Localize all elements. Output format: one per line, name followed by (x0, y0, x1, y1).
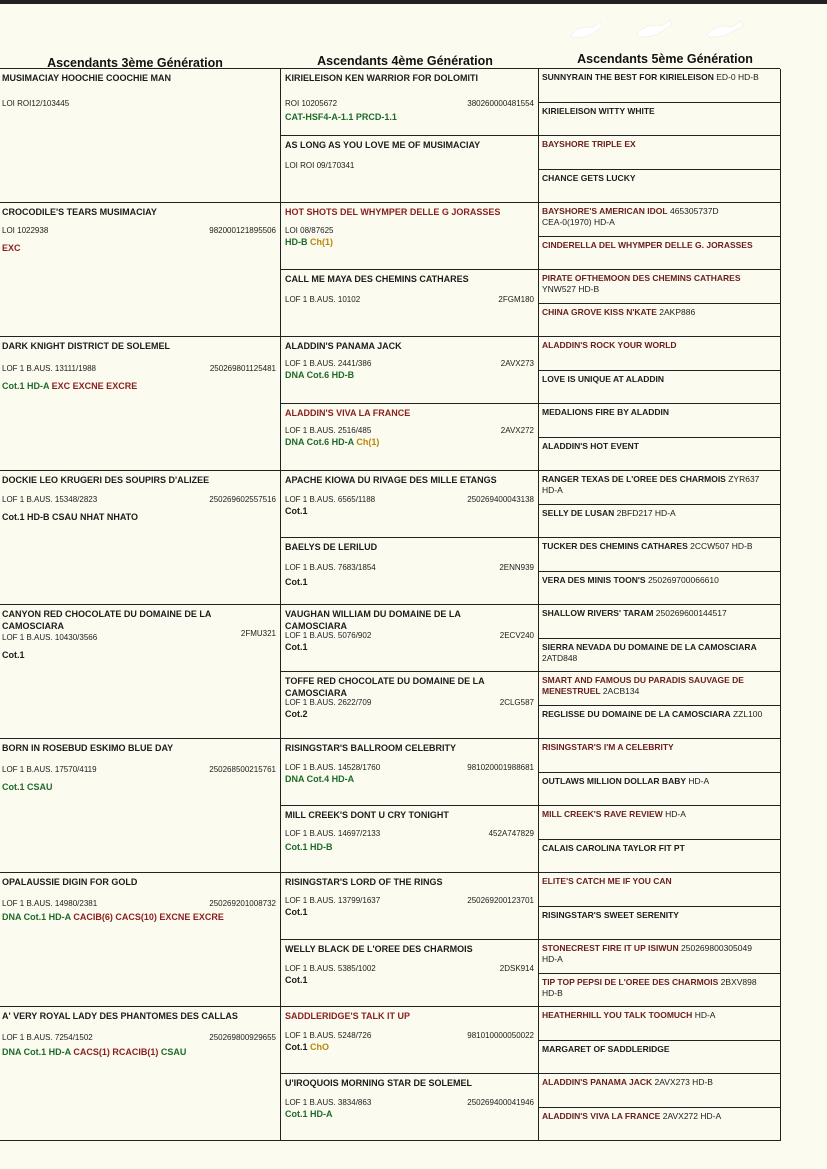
gen4-entry (281, 69, 538, 136)
registration-number: LOF 1 B.AUS. 10430/3566 (2, 633, 98, 642)
awards: Cot.1 HD-B (285, 842, 333, 852)
dog-details: 2AKP886 (656, 306, 696, 317)
dog-name: A' VERY ROYAL LADY DES PHANTOMES DES CALLAS (2, 1011, 238, 1021)
gen5-entry (539, 404, 780, 438)
dog-name: KIRIELEISON WITTY WHITE (542, 105, 655, 116)
gen5-entry (539, 69, 780, 103)
registration-number: LOF 1 B.AUS. 6565/1188 (285, 495, 376, 504)
gen5-line (542, 273, 776, 284)
chip-number: 981010000050022 (467, 1031, 534, 1040)
dog-name: KIRIELEISON KEN WARRIOR FOR DOLOMITI (285, 73, 478, 83)
gen5-entry (539, 706, 780, 740)
registration-number: LOF 1 B.AUS. 5385/1002 (285, 964, 376, 973)
awards-show: CACIB(6) CACS(10) EXCNE EXCRE (73, 912, 224, 922)
awards-cotation: Cot.1 (285, 1042, 311, 1052)
gen5-entry (539, 773, 780, 807)
dog-details-line2: HD-A (542, 485, 563, 495)
dog-details: 250269600144517 (653, 608, 727, 618)
dog-name: STONECREST FIRE IT UP ISIWUN (542, 943, 679, 953)
gen3-entry (0, 739, 280, 873)
dog-details: HD-A (686, 775, 710, 786)
dog-name: ELITE'S CATCH ME IF YOU CAN (542, 876, 672, 886)
gen4-entry (281, 1007, 538, 1074)
registration-number: LOI ROI12/103445 (2, 99, 70, 108)
dog-name: ALADDIN'S PANAMA JACK (542, 1077, 653, 1087)
header-gen3: Ascendants 3ème Génération (47, 56, 223, 70)
awards-extra: CSAU (158, 1047, 187, 1057)
awards: CAT-HSF4-A-1.1 PRCD-1.1 (285, 112, 397, 122)
top-border (0, 0, 827, 4)
dog-name: BAELYS DE LERILUD (285, 542, 378, 552)
gen5-entry (539, 170, 780, 204)
gen5-line (542, 876, 776, 887)
gen5-entry (539, 907, 780, 941)
chip-number: 250269800929655 (209, 1033, 276, 1042)
awards-champion: ChO (310, 1042, 330, 1052)
gen3-entry (0, 873, 280, 1007)
registration-number: LOF 1 B.AUS. 5076/902 (285, 631, 372, 640)
dog-name: CINDERELLA DEL WHYMPER DELLE G. JORASSES (542, 239, 753, 250)
gen5-entry (539, 203, 780, 237)
dog-name: APACHE KIOWA DU RIVAGE DES MILLE ETANGS (285, 475, 497, 485)
registration-number: LOF 1 B.AUS. 2516/485 (285, 426, 372, 435)
gen5-entry (539, 371, 780, 405)
chip-number: 2AVX273 (500, 359, 534, 368)
gen5-entry (539, 974, 780, 1008)
chip-number: 2FGM180 (498, 295, 534, 304)
gen4-entry (281, 538, 538, 605)
registration-number: LOF 1 B.AUS. 17570/4119 (2, 765, 97, 774)
awards-show: CACS(1) RCACIB(1) (73, 1047, 159, 1057)
gen5-entry (539, 672, 780, 706)
gen3-entry (0, 605, 280, 739)
gen4-entry (281, 873, 538, 940)
gen5-line (542, 474, 776, 485)
chip-number: 250269201008732 (209, 899, 276, 908)
dog-details: HD-A (662, 809, 686, 819)
gen5-column (539, 69, 781, 1141)
awards-health: DNA Cot.1 HD-A (2, 912, 74, 922)
dog-name: BORN IN ROSEBUD ESKIMO BLUE DAY (2, 743, 174, 753)
awards: Cot.1 (2, 650, 25, 660)
awards: Cot.2 (285, 709, 308, 719)
header-gen5: Ascendants 5ème Génération (577, 52, 753, 66)
chip-number: 250269602557516 (209, 495, 276, 504)
awards-champion: Ch(1) (310, 237, 333, 247)
dog-name: MILL CREEK'S DONT U CRY TONIGHT (285, 810, 449, 820)
awards-show: EXC EXCNE EXCRE (51, 381, 138, 391)
dog-name: MARGARET OF SADDLERIDGE (542, 1043, 670, 1054)
gen5-line (542, 508, 776, 519)
dog-name: SUNNYRAIN THE BEST FOR KIRIELEISON (542, 72, 714, 82)
gen5-line (542, 642, 776, 653)
chip-number: 2FMU321 (240, 629, 276, 638)
gen5-line (542, 1044, 776, 1055)
gen3-entry (0, 337, 280, 471)
gen4-entry (281, 136, 538, 203)
gen5-entry (539, 103, 780, 137)
awards: DNA Cot.6 HD-B (285, 370, 355, 380)
dog-details: 465305737D (667, 206, 719, 216)
dog-name: AS LONG AS YOU LOVE ME OF MUSIMACIAY (285, 140, 481, 150)
gen5-line (542, 541, 776, 552)
registration-number: LOF 1 B.AUS. 3834/863 (285, 1098, 372, 1107)
awards-champion: Ch(1) (356, 437, 380, 447)
chip-number: 452A747829 (488, 829, 534, 838)
chip-number: 2CLG587 (499, 698, 534, 707)
dog-name: LOVE IS UNIQUE AT ALADDIN (542, 373, 664, 384)
dog-name: CROCODILE'S TEARS MUSIMACIAY (2, 207, 157, 217)
awards-health: DNA Cot.6 HD-A (285, 437, 357, 447)
dog-name: CALAIS CAROLINA TAYLOR FIT PT (542, 842, 685, 853)
header-gen4: Ascendants 4ème Génération (317, 54, 493, 68)
gen5-line (542, 709, 776, 720)
dog-name: RISINGSTAR'S I'M A CELEBRITY (542, 742, 674, 752)
dog-details-line2: HD-B (542, 987, 563, 998)
gen5-line (542, 374, 776, 385)
registration-number: LOF 1 B.AUS. 10102 (285, 295, 361, 304)
gen5-line (542, 575, 776, 586)
dog-details-line2: YNW527 HD-B (542, 284, 600, 294)
registration-number: LOF 1 B.AUS. 15348/2823 (2, 495, 98, 504)
dog-name: TIP TOP PEPSI DE L'OREE DES CHARMOIS (542, 976, 719, 987)
dog-details-line2: 2ATD848 (542, 652, 578, 663)
gen5-entry (539, 840, 780, 874)
dog-name: RANGER TEXAS DE L'OREE DES CHARMOIS (542, 474, 726, 484)
dog-name: ALADDIN'S VIVA LA FRANCE (285, 408, 411, 418)
dog-name: RISINGSTAR'S SWEET SERENITY (542, 909, 679, 920)
dog-name: RISINGSTAR'S LORD OF THE RINGS (285, 877, 443, 887)
dog-details: HD-A (692, 1010, 716, 1020)
gen5-line (542, 608, 776, 619)
gen5-line (542, 106, 776, 117)
gen5-line (542, 173, 776, 184)
chip-number: 250269400041946 (467, 1098, 534, 1107)
gen5-entry (539, 136, 780, 170)
dog-name: CALL ME MAYA DES CHEMINS CATHARES (285, 274, 469, 284)
chip-number: 250268500215761 (209, 765, 276, 774)
dog-name: OUTLAWS MILLION DOLLAR BABY (542, 775, 687, 786)
chip-number: 380260000481554 (467, 99, 534, 108)
gen4-entry (281, 940, 538, 1007)
registration-number: LOF 1 B.AUS. 7683/1854 (285, 563, 376, 572)
registration-number: LOF 1 B.AUS. 14697/2133 (285, 829, 381, 838)
chip-number: 250269400043138 (467, 495, 534, 504)
gen5-line (542, 72, 776, 83)
gen5-line (542, 441, 776, 452)
gen3-entry (0, 471, 280, 605)
awards: Cot.1 (285, 506, 308, 516)
dog-details: 2AVX273 HD-B (652, 1077, 713, 1087)
dog-details-line2: CEA-0(1970) HD-A (542, 217, 615, 227)
dog-details: ZZL100 (730, 708, 763, 719)
gen4-entry (281, 404, 538, 471)
gen4-entry (281, 739, 538, 806)
chip-number: 2AVX272 (500, 426, 534, 435)
gen5-line (542, 809, 776, 820)
awards: Cot.1 (285, 907, 308, 917)
gen5-entry (539, 572, 780, 606)
gen5-line (542, 776, 776, 787)
dog-name: ALADDIN'S ROCK YOUR WORLD (542, 340, 677, 350)
gen5-line (542, 943, 776, 954)
gen5-line (542, 742, 776, 753)
registration-number: LOF 1 B.AUS. 2441/386 (285, 359, 372, 368)
dog-details: ED-0 HD-B (713, 72, 759, 82)
gen5-entry (539, 438, 780, 472)
gen5-line (542, 910, 776, 921)
registration-number: LOF 1 B.AUS. 2622/709 (285, 698, 372, 707)
registration-number: LOI 1022938 (2, 226, 49, 235)
registration-number: LOF 1 B.AUS. 13799/1637 (285, 896, 381, 905)
gen5-line (542, 139, 776, 150)
gen5-entry (539, 1074, 780, 1108)
gen4-entry (281, 471, 538, 538)
dog-name: HEATHERHILL YOU TALK TOOMUCH (542, 1010, 693, 1020)
gen5-line (542, 1077, 776, 1088)
dog-details: 250269700066610 (645, 574, 719, 585)
awards: Cot.1 (285, 975, 308, 985)
dog-name: CHINA GROVE KISS N'KATE (542, 306, 657, 317)
gen5-entry (539, 873, 780, 907)
awards: EXC (2, 243, 21, 253)
awards-health: Cot.1 HD-A (2, 381, 52, 391)
dog-name: OPALAUSSIE DIGIN FOR GOLD (2, 877, 138, 887)
gen5-line (542, 407, 776, 418)
gen5-line (542, 977, 776, 988)
chip-number: 250269200123701 (467, 896, 534, 905)
gen3-entry (0, 69, 280, 203)
dog-name: RISINGSTAR'S BALLROOM CELEBRITY (285, 743, 456, 753)
gen5-entry (539, 337, 780, 371)
gen5-line (542, 340, 776, 351)
dog-details-line2: HD-A (542, 954, 563, 964)
gen5-line (542, 240, 776, 251)
dog-details: 2AVX272 HD-A (660, 1110, 722, 1121)
gen5-entry (539, 940, 780, 974)
dog-name: SIERRA NEVADA DU DOMAINE DE LA CAMOSCIARA (542, 641, 757, 652)
chip-number: 981020001988681 (467, 763, 534, 772)
dog-name: SMART AND FAMOUS DU PARADIS SAUVAGE DE MENESTRUEL (542, 675, 744, 696)
dog-name: VERA DES MINIS TOON'S (542, 574, 646, 585)
gen4-entry (281, 1074, 538, 1141)
chip-number: 982000121895506 (209, 226, 276, 235)
registration-number: LOF 1 B.AUS. 7254/1502 (2, 1033, 93, 1042)
dog-name: TOFFE RED CHOCOLATE DU DOMAINE DE LA CAMOSCIARA (285, 676, 485, 698)
gen5-entry (539, 739, 780, 773)
dog-details: 250269800305049 (678, 943, 752, 953)
dog-name: BAYSHORE'S AMERICAN IDOL (542, 206, 668, 216)
gen5-entry (539, 605, 780, 639)
awards: Cot.1 (285, 642, 308, 652)
dog-name: VAUGHAN WILLIAM DU DOMAINE DE LA CAMOSCIARA (285, 609, 461, 631)
awards: Cot.1 HD-B CSAU NHAT NHATO (2, 512, 138, 522)
dog-name: WELLY BLACK DE L'OREE DES CHARMOIS (285, 944, 473, 954)
dog-name: SHALLOW RIVERS' TARAM (542, 608, 654, 618)
gen5-line (542, 1111, 776, 1122)
gen5-entry (539, 471, 780, 505)
awards: Cot.1 (285, 577, 308, 587)
gen5-line (542, 843, 776, 854)
dog-name: ALADDIN'S HOT EVENT (542, 440, 639, 451)
gen5-line (542, 1010, 776, 1021)
running-dogs-icon (566, 14, 766, 44)
dog-details: ZYR637 (725, 474, 760, 484)
gen5-entry (539, 237, 780, 271)
dog-name: MUSIMACIAY HOOCHIE COOCHIE MAN (2, 73, 172, 83)
gen4-entry (281, 806, 538, 873)
gen3-entry (0, 1007, 280, 1141)
dog-name: SELLY DE LUSAN (542, 507, 615, 518)
gen4-entry (281, 270, 538, 337)
gen4-entry (281, 337, 538, 404)
gen5-line (542, 675, 776, 697)
awards: Cot.1 HD-A (285, 1109, 333, 1119)
dog-name: PIRATE OFTHEMOON DES CHEMINS CATHARES (542, 273, 741, 283)
chip-number: 2ECV240 (499, 631, 534, 640)
dog-name: CHANCE GETS LUCKY (542, 172, 636, 183)
dog-name: U'IROQUOIS MORNING STAR DE SOLEMEL (285, 1078, 472, 1088)
gen5-entry (539, 538, 780, 572)
dog-name: ALADDIN'S PANAMA JACK (285, 341, 402, 351)
gen4-entry (281, 203, 538, 270)
gen4-entry (281, 605, 538, 672)
registration-number: LOF 1 B.AUS. 13111/1988 (2, 364, 96, 373)
registration-number: LOF 1 B.AUS. 14980/2381 (2, 899, 98, 908)
gen5-line (542, 206, 776, 217)
registration-number: LOI 08/87625 (285, 226, 334, 235)
dog-name: MEDALIONS FIRE BY ALADDIN (542, 407, 670, 417)
dog-name: MILL CREEK'S RAVE REVIEW (542, 809, 663, 819)
gen3-entry (0, 203, 280, 337)
gen5-entry (539, 1108, 780, 1142)
registration-number: ROI 10205672 (285, 99, 338, 108)
dog-details: 2CCW507 HD-B (687, 541, 753, 551)
dog-name: SADDLERIDGE'S TALK IT UP (285, 1011, 410, 1021)
chip-number: 250269801125481 (209, 364, 276, 373)
gen5-entry (539, 639, 780, 673)
gen5-entry (539, 304, 780, 338)
awards: Cot.1 CSAU (2, 782, 53, 792)
gen5-entry (539, 806, 780, 840)
chip-number: 2ENN939 (499, 563, 534, 572)
gen5-entry (539, 1041, 780, 1075)
pedigree-table (0, 68, 780, 1141)
dog-details: 2BFD217 HD-A (614, 507, 676, 518)
registration-number: LOF 1 B.AUS. 5248/726 (285, 1031, 372, 1040)
registration-number: LOF 1 B.AUS. 14528/1760 (285, 763, 381, 772)
awards-health: DNA Cot.1 HD-A (2, 1047, 74, 1057)
dog-name: DOCKIE LEO KRUGERI DES SOUPIRS D'ALIZEE (2, 475, 210, 485)
dog-name: BAYSHORE TRIPLE EX (542, 139, 636, 149)
gen3-column (0, 69, 281, 1141)
gen5-entry (539, 1007, 780, 1041)
chip-number: 2DSK914 (499, 964, 534, 973)
gen5-line (542, 307, 776, 318)
dog-name: TUCKER DES CHEMINS CATHARES (542, 541, 688, 551)
awards: DNA Cot.4 HD-A (285, 774, 355, 784)
awards-health: HD-B (285, 237, 310, 247)
gen4-entry (281, 672, 538, 739)
dog-name: ALADDIN'S VIVA LA FRANCE (542, 1110, 661, 1121)
gen5-entry (539, 505, 780, 539)
dog-name: DARK KNIGHT DISTRICT DE SOLEMEL (2, 341, 170, 351)
gen5-entry (539, 270, 780, 304)
dog-name: HOT SHOTS DEL WHYMPER DELLE G JORASSES (285, 207, 501, 217)
dog-details: 2BXV898 (718, 976, 757, 987)
registration-number: LOI ROI 09/170341 (285, 161, 355, 170)
dog-details: 2ACB134 (600, 686, 640, 696)
gen4-column (281, 69, 539, 1141)
dog-name: REGLISSE DU DOMAINE DE LA CAMOSCIARA (542, 708, 731, 719)
dog-name: CANYON RED CHOCOLATE DU DOMAINE DE LA CAMOSCIARA (2, 609, 211, 631)
